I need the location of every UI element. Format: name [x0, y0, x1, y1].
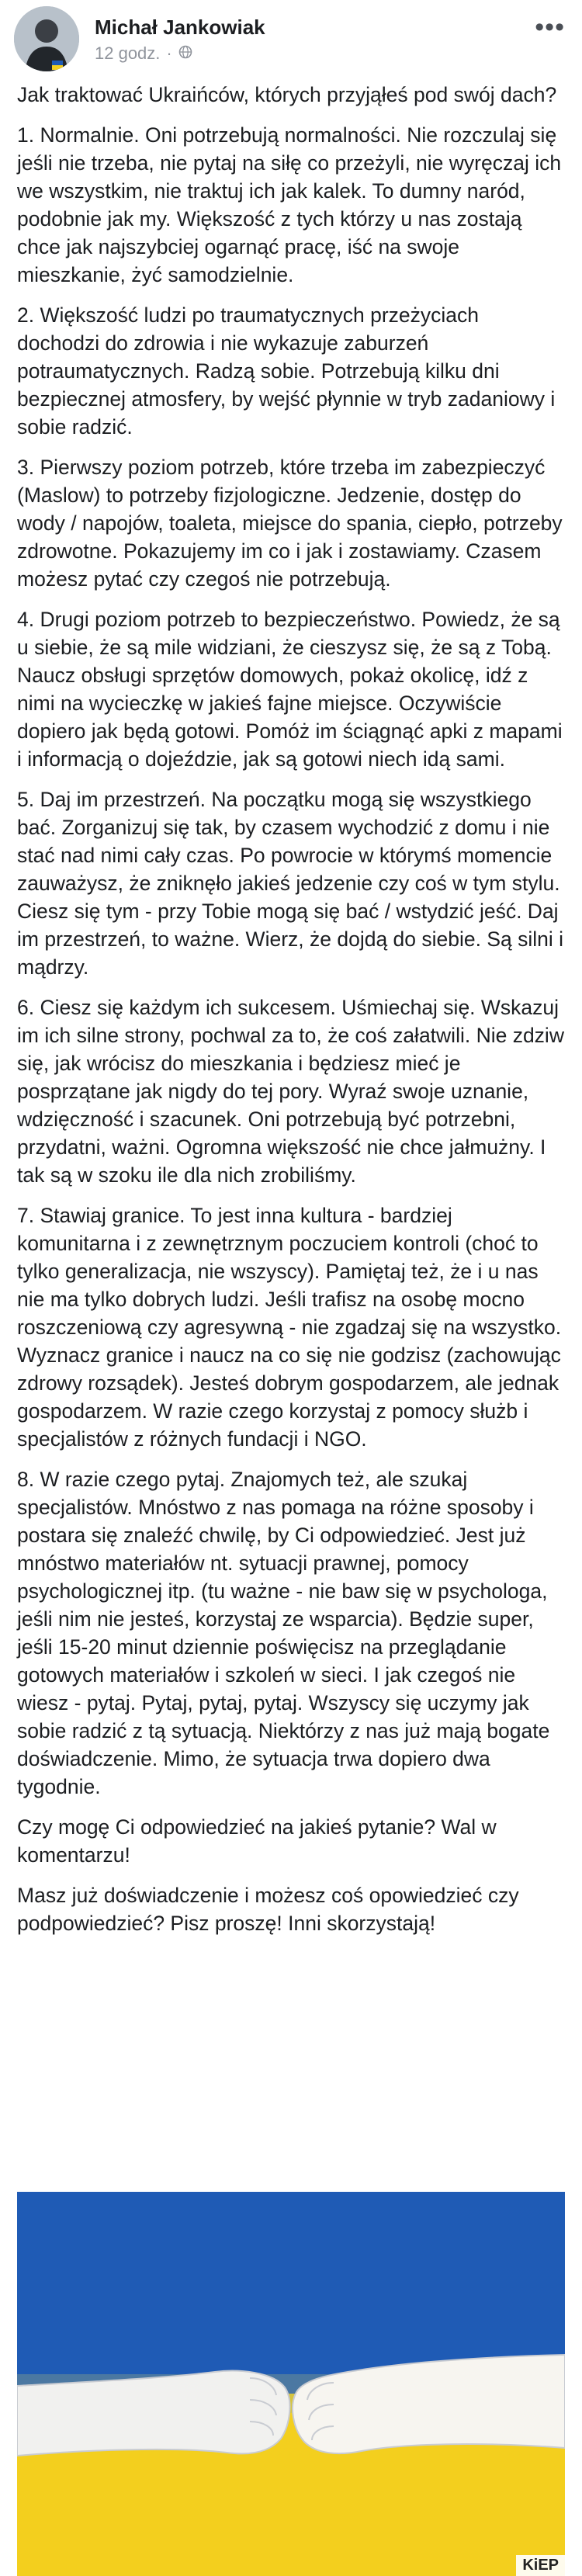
post-time[interactable]: 12 godz.	[95, 43, 161, 63]
watermark-logo: KiEP	[516, 2555, 565, 2576]
post-point-8: 8. W razie czego pytaj. Znajomych też, ale szukaj specjalistów. Mnóstwo z nas pomaga na różne sposoby i postara się znaleźć chwilę, by Ci odpowiedzieć. Jest już mnóstwo materiałów nt. sytuacji prawnej, pomocy psychologicznej itp. (tu ważne - nie baw się w psychologa, jeśli nim nie jesteś, korzystaj ze wsparcia). Będzie super, jeśli 15-20 minut dziennie poświęcisz na przeglądanie gotowych materiałów i szkoleń w sieci. I jak czegoś nie wiesz - pytaj. Pytaj, pytaj, pytaj. Wszyscy się uczymy jak sobie radzić z tą sytuacją. Niektórzy z nas już mają bogate doświadczenie. Mimo, że sytuacja trwa dopiero dwa tygodnie.	[17, 1468, 550, 1798]
post-point-1: 1. Normalnie. Oni potrzebują normalności. Nie rozczulaj się jeśli nie trzeba, nie pytaj na siłę co przeżyli, nie wyręczaj ich we wszystkim, nie traktuj ich jak kalek. To dumny naród, podobnie jak my. Większość z tych którzy u nas zostają chce jak najszybciej ogarnąć pracę, iść na swoje mieszkanie, żyć samodzielnie.	[17, 123, 562, 286]
post-question: Czy mogę Ci odpowiedzieć na jakieś pytanie? Wal w komentarzu!	[17, 1815, 497, 1867]
post-point-6: 6. Ciesz się każdym ich sukcesem. Uśmiechaj się. Wskazuj im ich silne strony, pochwal za to, że coś załatwili. Nie zdziw się, jak wrócisz do mieszkania i będziesz mieć je posprzątane jak nigdy do tej pory. Wyraź swoje uznanie, wdzięczność i szacunek. Oni potrzebują być potrzebni, przydatni, ważni. Ogromna większość nie chce jałmużny. I tak są w szoku ile dla nich zrobiliśmy.	[17, 996, 564, 1187]
post-point-2: 2. Większość ludzi po traumatycznych przeżyciach dochodzi do zdrowia i nie wykazuje zaburzeń potraumatycznych. Radzą sobie. Potrzebują kilku dni bezpiecznej atmosfery, by wejść płynnie w tryb zadaniowy i sobie radzić.	[17, 303, 556, 439]
post-header	[0, 0, 582, 75]
post-point-5: 5. Daj im przestrzeń. Na początku mogą się wszystkiego bać. Zorganizuj się tak, by czasem wychodzić z domu i nie stać nad nimi cały czas. Po powrocie w którymś momencie zauważysz, że zniknęło jakieś jedzenie czy coś w tym stylu. Ciesz się tym - przy Tobie mogą się bać / wstydzić jeść. Daj im przestrzeń, to ważne. Wierz, że dojdą do siebie. Są silni i mądrzy.	[17, 788, 564, 979]
post-image[interactable]	[17, 2192, 565, 2576]
post-point-7: 7. Stawiaj granice. To jest inna kultura - bardziej komunitarna i z zewnętrznym poczuciem kontroli (choć to tylko generalizacja, nie wszyscy). Pamiętaj też, że i u nas nie ma tylko dobrych ludzi. Jeśli trafisz na osobę mocno roszczeniową czy agresywną - nie zgadzaj się na wszystko. Wyznacz granice i naucz na co się nie godzisz (zachowując zdrowy rozsądek). Jesteś dobrym gospodarzem, ale jednak gospodarzem. W razie czego korzystaj z pomocy służb i specjalistów z różnych fundacji i NGO.	[17, 1204, 562, 1451]
post-point-4: 4. Drugi poziom potrzeb to bezpieczeństwo. Powiedz, że są u siebie, że są mile widziani, że cieszysz się, że są z Tobą. Naucz obsługi sprzętów domowych, pokaż okolicę, idź z nimi na wycieczkę w jakieś fajne miejsce. Oczywiście dopiero jak będą gotowi. Pomóż im ściągnąć apki z mapami i informacją o dojeździe, jak są gotowi niech idą sami.	[17, 608, 563, 771]
globe-icon	[178, 43, 192, 64]
more-options-icon[interactable]: •••	[535, 12, 565, 42]
left-fist	[17, 2371, 289, 2456]
post-call-to-action: Masz już doświadczenie i możesz coś opowiedzieć czy podpowiedzieć? Pisz proszę! Inni skorzystają!	[17, 1884, 519, 1935]
post-body	[17, 81, 565, 1950]
avatar[interactable]	[14, 6, 79, 71]
author-name[interactable]: Michał Jankowiak	[95, 16, 265, 39]
post-point-3: 3. Pierwszy poziom potrzeb, które trzeba im zabezpieczyć (Maslow) to potrzeby fizjologiczne. Jedzenie, dostęp do wody / napojów, toaleta, miejsce do spania, ciepło, potrzeby zdrowotne. Pokazujemy im co i jak i zostawiamy. Czasem możesz pytać czy czegoś nie potrzebują.	[17, 456, 563, 591]
post-intro: Jak traktować Ukraińców, których przyjąłeś pod swój dach?	[17, 83, 557, 106]
post-meta	[95, 43, 192, 64]
meta-separator: ·	[166, 43, 172, 63]
